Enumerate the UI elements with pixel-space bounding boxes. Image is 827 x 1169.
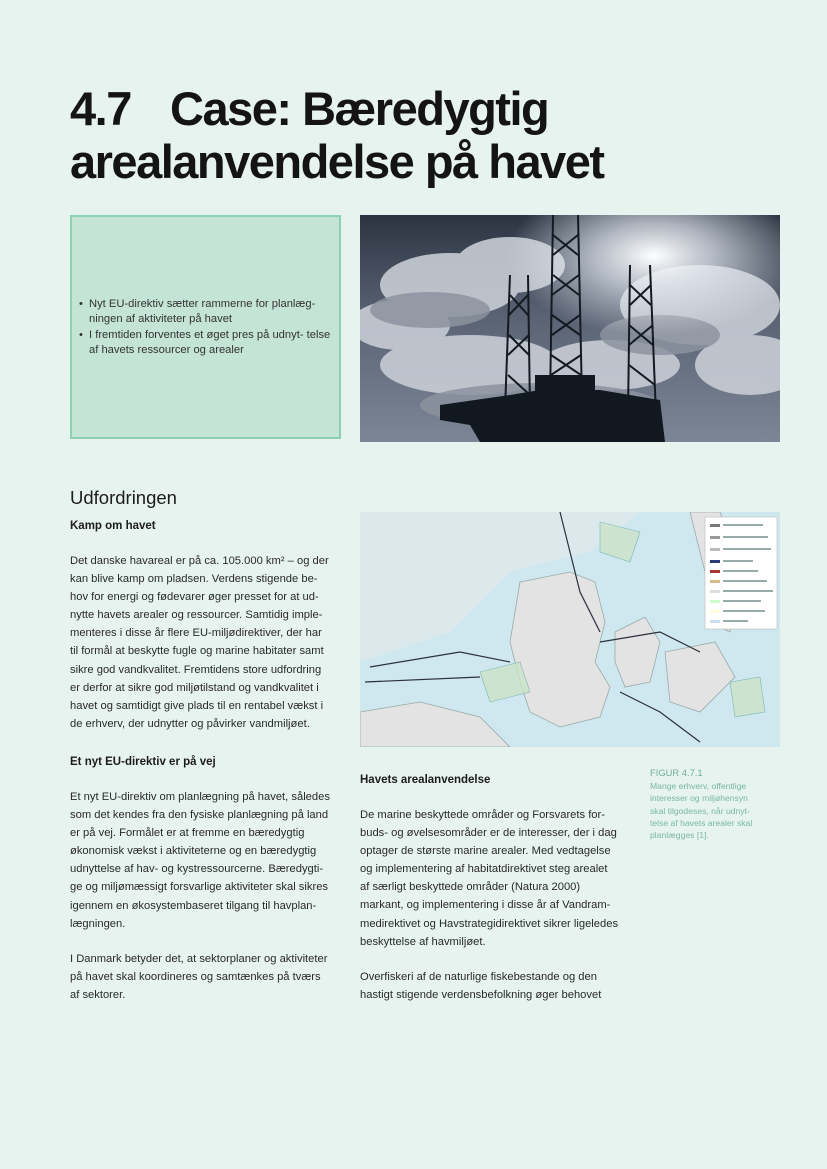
key-points-box <box>70 215 341 439</box>
paragraph: Et nyt EU-direktiv om planlægning på havet, således som det kendes fra den fysiske planlægning på land er på vej. Formålet er at fremme en bæredygtig økonomisk vækst i aktiviteterne og en bæredygtig udnyttelse af hav- og kystressourcerne. Bæredygti- ge og miljømæssigt forsvarlige aktiviteter skal sikres igennem en økosystembaseret tilgang til havplan- lægningen. <box>70 791 330 930</box>
marine-use-map <box>360 512 780 747</box>
figure-caption: FIGUR 4.7.1 Mange erhverv, offentlige interesser og miljøhensyn skal tilgodeses, når udnyt- telse af havets arealer skal planlægges [1]. <box>650 767 775 841</box>
section-heading: Udfordringen <box>70 487 177 508</box>
title-line-2: arealanvendelse på havet <box>70 135 604 188</box>
oil-rig-photo <box>360 215 780 442</box>
subheading-kamp-om-havet: Kamp om havet <box>70 520 156 532</box>
key-point: • I fremtiden forventes et øget pres på udnyt- telse af havets ressourcer og arealer <box>79 328 341 357</box>
paragraph: I Danmark betyder det, at sektorplaner og aktiviteter på havet skal koordineres og samtænkes på tværs af sektorer. <box>70 953 328 1002</box>
paragraph: Det danske havareal er på ca. 105.000 km² – og der kan blive kamp om pladsen. Verdens stigende be- hov for energi og fødevarer øger presset for at ud- nytte havets arealer og ressourcer. Samtidig imple- menteres i disse år flere EU-miljødirektiver, der har til formål at beskytte fugle og marine habitater samt sikre god vandkvalitet. Fremtidens store udfordring er derfor at sikre god miljøtilstand og vandkvalitet i havet og samtidigt give plads til en rentabel vækst i de erhverv, der udnytter og påvirker vandmiljøet. <box>70 555 329 730</box>
section-number: 4.7 <box>70 82 131 135</box>
subheading-eu-direktiv: Et nyt EU-direktiv er på vej <box>70 756 216 768</box>
page-title <box>70 82 770 188</box>
key-point: • Nyt EU-direktiv sætter rammerne for planlæg- ningen af aktiviteter på havet <box>79 297 341 326</box>
figure-label: FIGUR 4.7.1 <box>650 767 703 778</box>
key-points-list <box>79 297 341 359</box>
title-line-1: Case: Bæredygtig <box>170 82 549 135</box>
paragraph: De marine beskyttede områder og Forsvarets for- buds- og øvelsesområder er de interesser, der i dag optager de største marine arealer. Med vedtagelse og implementering af habitatdirektivet steg arealet af særligt beskyttede områder (Natura 2000) markant, og implementering i disse år af Vandram- medirektivet og Havstrategidirektivet sikrer ligeledes beskyttelse af havmiljøet. <box>360 809 619 948</box>
subheading-havets-arealanvendelse: Havets arealanvendelse <box>360 774 491 786</box>
paragraph: Overfiskeri af de naturlige fiskebestande og den hastigt stigende verdensbefolkning øger behovet <box>360 971 602 1002</box>
